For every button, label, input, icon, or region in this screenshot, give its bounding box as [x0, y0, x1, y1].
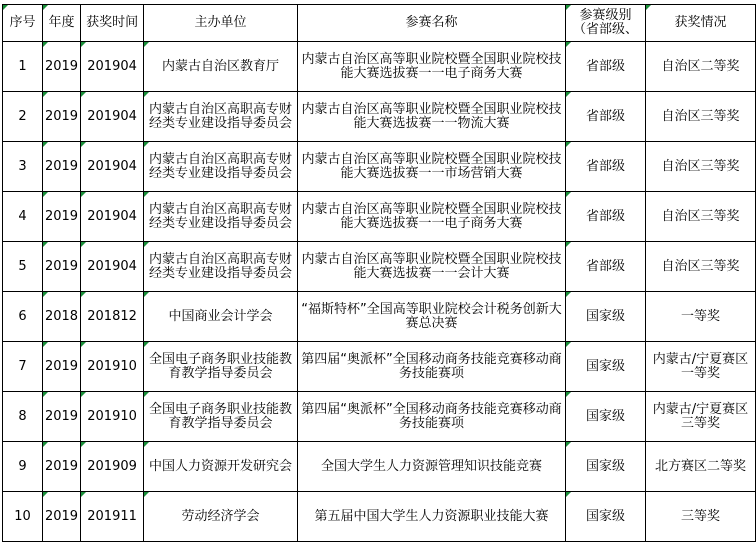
- table-row: [3, 292, 756, 342]
- header-org: 主办单位: [144, 5, 298, 42]
- cell-award: 三等奖: [645, 492, 755, 542]
- cell-level: 国家级: [565, 492, 645, 542]
- cell-org: 中国商业会计学会: [144, 292, 298, 342]
- header-level: 参赛级别（省部级、: [565, 5, 645, 42]
- cell-level: 省部级: [565, 242, 645, 292]
- cell-level: 国家级: [565, 342, 645, 392]
- cell-award: 内蒙古/宁夏赛区三等奖: [645, 392, 755, 442]
- cell-org: 全国电子商务职业技能教育教学指导委员会: [144, 392, 298, 442]
- cell-level: 省部级: [565, 142, 645, 192]
- table-row: [3, 342, 756, 392]
- cell-time: 201910: [81, 392, 144, 442]
- cell-award: 一等奖: [645, 292, 755, 342]
- cell-level: 省部级: [565, 92, 645, 142]
- header-award: 获奖情况: [645, 5, 755, 42]
- awards-table: [2, 4, 756, 542]
- cell-award: 自治区三等奖: [645, 192, 755, 242]
- cell-year: 2019: [42, 442, 80, 492]
- cell-level: 国家级: [565, 292, 645, 342]
- cell-no: 2: [3, 92, 43, 142]
- cell-org: 内蒙古自治区高职高专财经类专业建设指导委员会: [144, 142, 298, 192]
- cell-name: 全国大学生人力资源管理知识技能竞赛: [298, 442, 566, 492]
- cell-no: 9: [3, 442, 43, 492]
- cell-name: 内蒙古自治区高等职业院校暨全国职业院校技能大赛选拔赛一一会计大赛: [298, 242, 566, 292]
- cell-name: 内蒙古自治区高等职业院校暨全国职业院校技能大赛选拔赛一一电子商务大赛: [298, 42, 566, 92]
- header-time: 获奖时间: [81, 5, 144, 42]
- cell-time: 201812: [81, 292, 144, 342]
- cell-award: 内蒙古/宁夏赛区一等奖: [645, 342, 755, 392]
- cell-time: 201910: [81, 342, 144, 392]
- table-row: [3, 142, 756, 192]
- cell-name: “福斯特杯”全国高等职业院校会计税务创新大赛总决赛: [298, 292, 566, 342]
- header-year: 年度: [42, 5, 80, 42]
- cell-time: 201909: [81, 442, 144, 492]
- cell-org: 内蒙古自治区高职高专财经类专业建设指导委员会: [144, 92, 298, 142]
- cell-no: 3: [3, 142, 43, 192]
- table-row: [3, 392, 756, 442]
- cell-no: 5: [3, 242, 43, 292]
- cell-name: 内蒙古自治区高等职业院校暨全国职业院校技能大赛选拔赛一一物流大赛: [298, 92, 566, 142]
- cell-name: 第五届中国大学生人力资源职业技能大赛: [298, 492, 566, 542]
- cell-time: 201904: [81, 42, 144, 92]
- cell-org: 中国人力资源开发研究会: [144, 442, 298, 492]
- header-row: [3, 5, 756, 42]
- cell-no: 7: [3, 342, 43, 392]
- cell-level: 国家级: [565, 392, 645, 442]
- cell-year: 2019: [42, 92, 80, 142]
- cell-level: 国家级: [565, 442, 645, 492]
- cell-no: 4: [3, 192, 43, 242]
- table-row: [3, 192, 756, 242]
- cell-award: 自治区二等奖: [645, 42, 755, 92]
- table-row: [3, 492, 756, 542]
- cell-year: 2019: [42, 192, 80, 242]
- header-no: 序号: [3, 5, 43, 42]
- cell-level: 省部级: [565, 42, 645, 92]
- cell-year: 2019: [42, 242, 80, 292]
- header-name: 参赛名称: [298, 5, 566, 42]
- cell-name: 内蒙古自治区高等职业院校暨全国职业院校技能大赛选拔赛一一电子商务大赛: [298, 192, 566, 242]
- cell-org: 内蒙古自治区高职高专财经类专业建设指导委员会: [144, 242, 298, 292]
- cell-award: 自治区三等奖: [645, 242, 755, 292]
- cell-time: 201911: [81, 492, 144, 542]
- cell-name: 内蒙古自治区高等职业院校暨全国职业院校技能大赛选拔赛一一市场营销大赛: [298, 142, 566, 192]
- cell-org: 内蒙古自治区教育厅: [144, 42, 298, 92]
- cell-year: 2019: [42, 392, 80, 442]
- cell-year: 2019: [42, 342, 80, 392]
- cell-award: 北方赛区二等奖: [645, 442, 755, 492]
- cell-org: 内蒙古自治区高职高专财经类专业建设指导委员会: [144, 192, 298, 242]
- cell-award: 自治区三等奖: [645, 142, 755, 192]
- table-row: [3, 92, 756, 142]
- table-row: [3, 242, 756, 292]
- table-row: [3, 442, 756, 492]
- cell-no: 6: [3, 292, 43, 342]
- cell-org: 劳动经济学会: [144, 492, 298, 542]
- cell-award: 自治区三等奖: [645, 92, 755, 142]
- cell-year: 2018: [42, 292, 80, 342]
- cell-org: 全国电子商务职业技能教育教学指导委员会: [144, 342, 298, 392]
- cell-time: 201904: [81, 192, 144, 242]
- table-row: [3, 42, 756, 92]
- cell-no: 1: [3, 42, 43, 92]
- cell-no: 10: [3, 492, 43, 542]
- cell-time: 201904: [81, 242, 144, 292]
- cell-time: 201904: [81, 142, 144, 192]
- cell-year: 2019: [42, 42, 80, 92]
- cell-year: 2019: [42, 142, 80, 192]
- cell-name: 第四届“奥派杯”全国移动商务技能竞赛移动商务技能赛项: [298, 392, 566, 442]
- cell-level: 省部级: [565, 192, 645, 242]
- cell-name: 第四届“奥派杯”全国移动商务技能竞赛移动商务技能赛项: [298, 342, 566, 392]
- cell-no: 8: [3, 392, 43, 442]
- cell-year: 2019: [42, 492, 80, 542]
- cell-time: 201904: [81, 92, 144, 142]
